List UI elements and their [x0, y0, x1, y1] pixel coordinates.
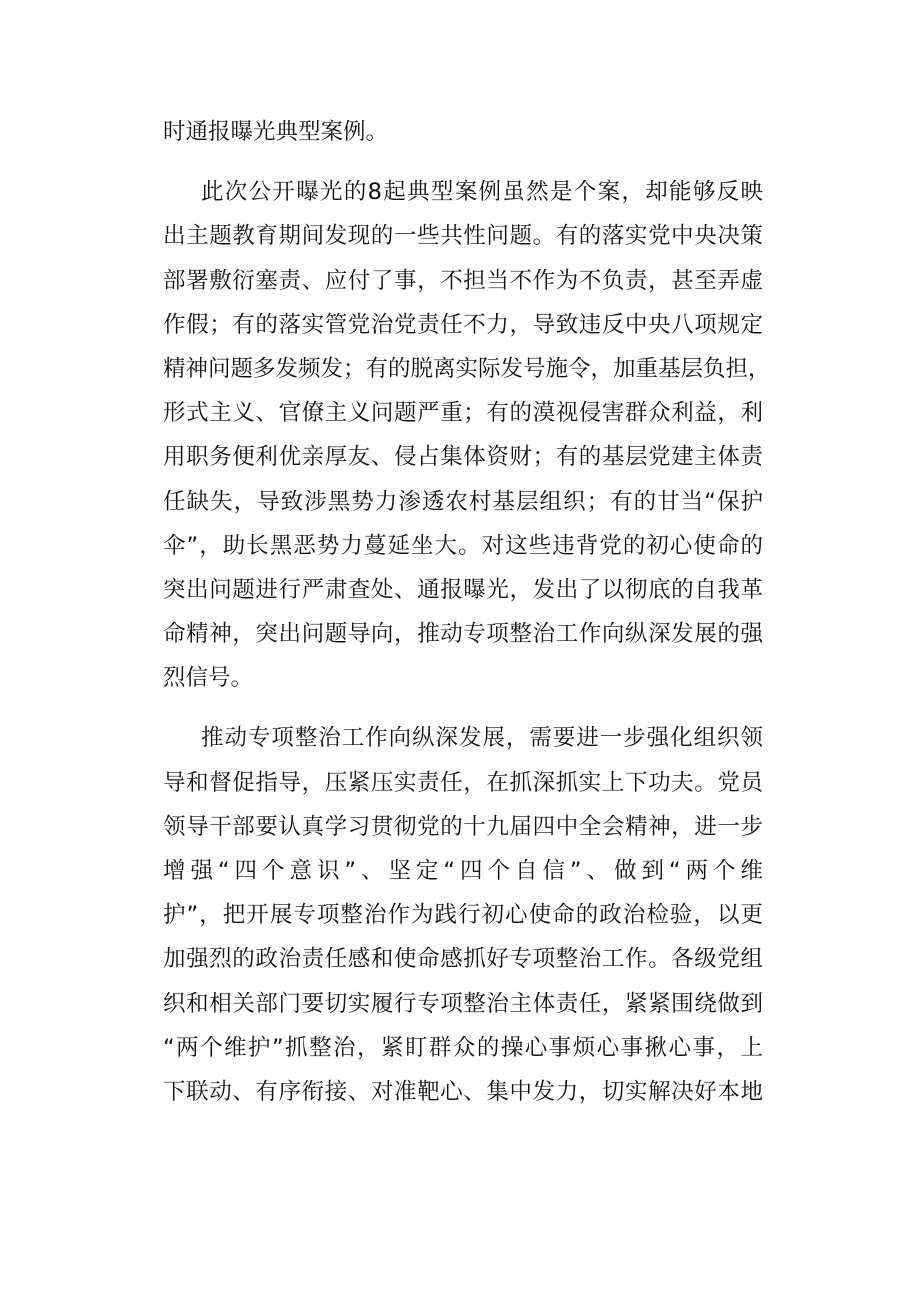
paragraph-2 — [163, 170, 771, 700]
text-line: 护”，把开展专项整治作为践行初心使命的政治检验，以更 — [163, 902, 763, 929]
paragraph-3 — [163, 716, 763, 1114]
paragraph-spacer — [163, 154, 763, 170]
text-line: 精神问题多发频发；有的脱离实际发号施令，加重基层负担， — [163, 355, 771, 382]
text-line: 织和相关部门要切实履行专项整治主体责任，紧紧围绕做到 — [163, 990, 763, 1017]
text-line: 出主题教育期间发现的一些共性问题。有的落实党中央决策 — [163, 223, 763, 250]
text-line: 伞”，助长黑恶势力蔓延坐大。对这些违背党的初心使命的 — [163, 532, 763, 559]
text-line: 用职务便利优亲厚友、侵占集体资财；有的基层党建主体责 — [163, 444, 763, 471]
text-line: 增强“四个意识”、坚定“四个自信”、做到“两个维 — [163, 858, 763, 884]
text-line: 作假；有的落实管党治党责任不力，导致违反中央八项规定 — [163, 311, 763, 338]
text-line: 推动专项整治工作向纵深发展，需要进一步强化组织领 — [201, 725, 763, 752]
text-line: 加强烈的政治责任感和使命感抓好专项整治工作。各级党组 — [163, 946, 763, 973]
document-body — [163, 110, 771, 1114]
text-line: 任缺失，导致涉黑势力渗透农村基层组织；有的甘当“保护 — [163, 488, 763, 515]
text-line: 此次公开曝光的8起典型案例虽然是个案，却能够反映 — [201, 179, 763, 206]
text-line: 下联动、有序衔接、对准靶心、集中发力，切实解决好本地 — [163, 1078, 763, 1105]
paragraph-1 — [163, 110, 763, 154]
text-line: 领导干部要认真学习贯彻党的十九届四中全会精神，进一步 — [163, 813, 763, 840]
text-line: 部署敷衍塞责、应付了事，不担当不作为不负责，甚至弄虚 — [163, 267, 763, 294]
paragraph-spacer — [163, 700, 763, 716]
text-line: 命精神，突出问题导向，推动专项整治工作向纵深发展的强 — [163, 621, 763, 648]
text-line: 时通报曝光典型案例。 — [163, 119, 389, 145]
text-line: 形式主义、官僚主义问题严重；有的漠视侵害群众利益，利 — [163, 400, 763, 427]
text-line: “两个维护”抓整治，紧盯群众的操心事烦心事揪心事，上 — [163, 1034, 763, 1061]
text-line: 烈信号。 — [163, 665, 254, 692]
text-line: 突出问题进行严肃查处、通报曝光，发出了以彻底的自我革 — [163, 576, 763, 603]
text-line: 导和督促指导，压紧压实责任，在抓深抓实上下功夫。党员 — [163, 769, 763, 796]
